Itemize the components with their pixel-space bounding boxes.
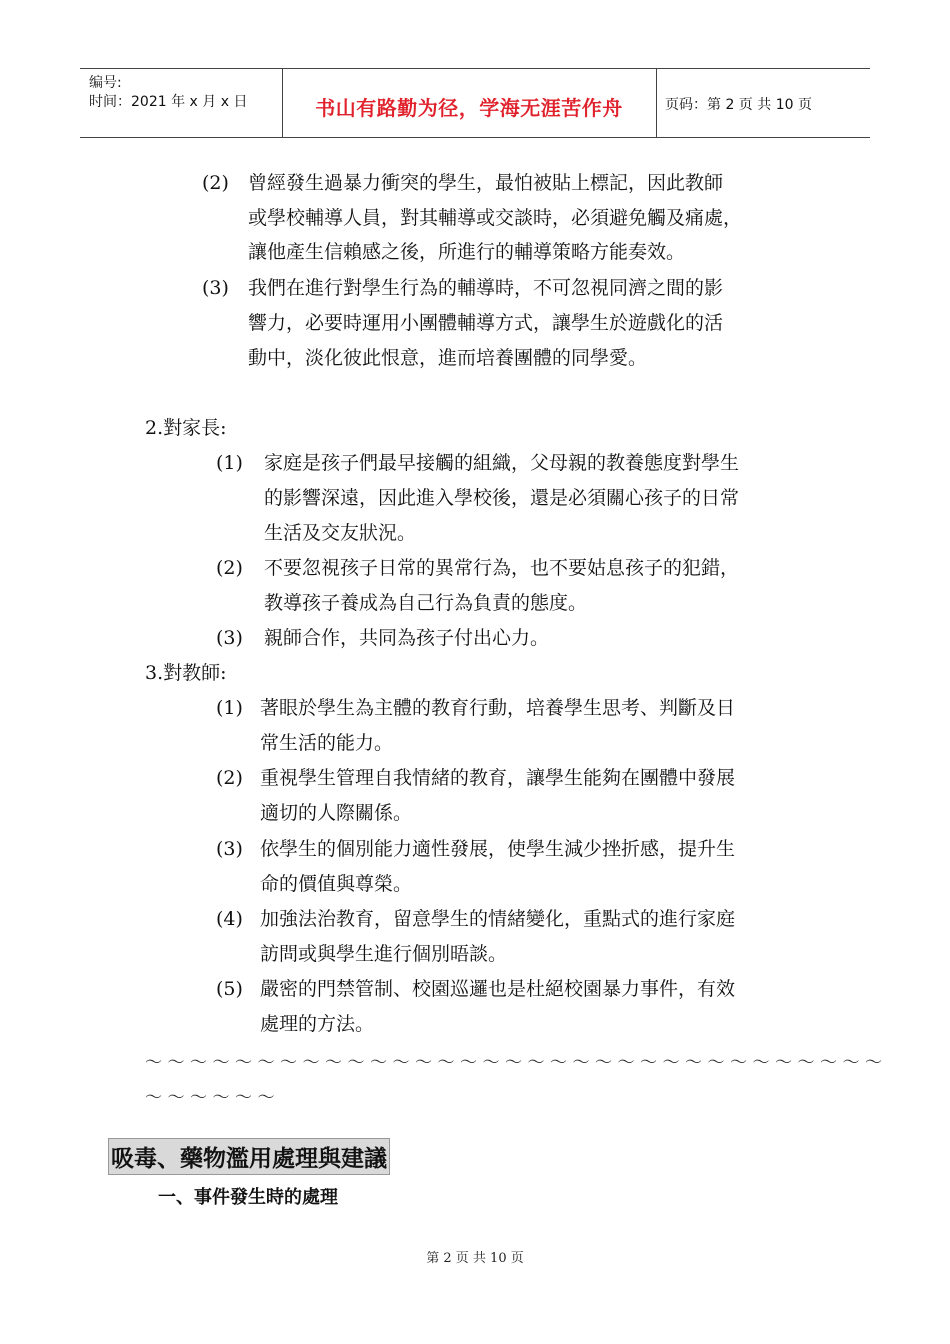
- list-item-text: 重視學生管理自我情緒的教育，讓學生能夠在團體中發展: [260, 767, 736, 789]
- list-item-text: 常生活的能力。: [260, 732, 394, 754]
- document-number-label: 编号:: [89, 75, 122, 91]
- list-item-text: 不要忽視孩子日常的異常行為，也不要姑息孩子的犯錯，: [264, 557, 740, 579]
- header-cell-page: [656, 69, 870, 137]
- sub-section-title: 一、事件發生時的處理: [158, 1187, 338, 1208]
- list-item-text: 動中，淡化彼此恨意，進而培養團體的同學愛。: [248, 347, 648, 369]
- list-item-text: 教導孩子養成為自己行為負責的態度。: [264, 592, 588, 614]
- wave-divider-line-1: ～～～～～～～～～～～～～～～～～～～～～～～～～～～～～～～～～: [145, 1053, 888, 1073]
- list-item-text: 訪問或與學生進行個別晤談。: [260, 943, 508, 965]
- list-item-text: 家庭是孩子們最早接觸的組織，父母親的教養態度對學生: [264, 452, 740, 474]
- document-time-label: 时间：2021 年 x 月 x 日: [89, 94, 248, 110]
- list-item-text: 讓他產生信賴感之後，所進行的輔導策略方能奏效。: [248, 241, 686, 263]
- header-page-info: 页码：第 2 页 共 10 页: [665, 97, 812, 113]
- wave-divider-line-2: ～～～～～～: [145, 1088, 280, 1108]
- list-item-number: (3): [216, 627, 243, 649]
- list-item-number: (5): [216, 978, 243, 1000]
- page-footer: 第 2 页 共 10 页: [426, 1251, 524, 1266]
- list-item-number: (2): [202, 172, 229, 194]
- list-item-text: 處理的方法。: [260, 1013, 375, 1035]
- teachers-heading: 3.對教師:: [145, 662, 227, 684]
- list-item-number: (2): [216, 767, 243, 789]
- list-item-number: (1): [216, 452, 243, 474]
- section-title: 吸毒、藥物濫用處理與建議: [108, 1138, 390, 1175]
- list-item-number: (3): [202, 277, 229, 299]
- list-item-text: 或學校輔導人員，對其輔導或交談時，必須避免觸及痛處，: [248, 207, 743, 229]
- header-cell-meta: [80, 69, 283, 137]
- list-item-text: 依學生的個別能力適性發展，使學生減少挫折感，提升生: [260, 838, 736, 860]
- list-item-text: 的影響深遠，因此進入學校後，還是必須關心孩子的日常: [264, 487, 740, 509]
- list-item-text: 曾經發生過暴力衝突的學生，最怕被貼上標記，因此教師: [248, 172, 724, 194]
- header-motto: 书山有路勤为径，学海无涯苦作舟: [315, 96, 623, 120]
- list-item-number: (1): [216, 697, 243, 719]
- list-item-text: 生活及交友狀況。: [264, 522, 417, 544]
- list-item-text: 親師合作，共同為孩子付出心力。: [264, 627, 550, 649]
- list-item-text: 著眼於學生為主體的教育行動，培養學生思考、判斷及日: [260, 697, 736, 719]
- list-item-number: (2): [216, 557, 243, 579]
- list-item-text: 適切的人際關係。: [260, 802, 413, 824]
- list-item-text: 命的價值與尊榮。: [260, 873, 413, 895]
- list-item-text: 加強法治教育，留意學生的情緒變化，重點式的進行家庭: [260, 908, 736, 930]
- header-cell-motto: [282, 69, 657, 137]
- page-header: [80, 68, 870, 138]
- list-item-text: 響力，必要時運用小團體輔導方式，讓學生於遊戲化的活: [248, 312, 724, 334]
- parents-heading: 2.對家長:: [145, 417, 227, 439]
- list-item-number: (3): [216, 838, 243, 860]
- list-item-number: (4): [216, 908, 243, 930]
- list-item-text: 嚴密的門禁管制、校園巡邏也是杜絕校園暴力事件，有效: [260, 978, 736, 1000]
- list-item-text: 我們在進行對學生行為的輔導時，不可忽視同濟之間的影: [248, 277, 724, 299]
